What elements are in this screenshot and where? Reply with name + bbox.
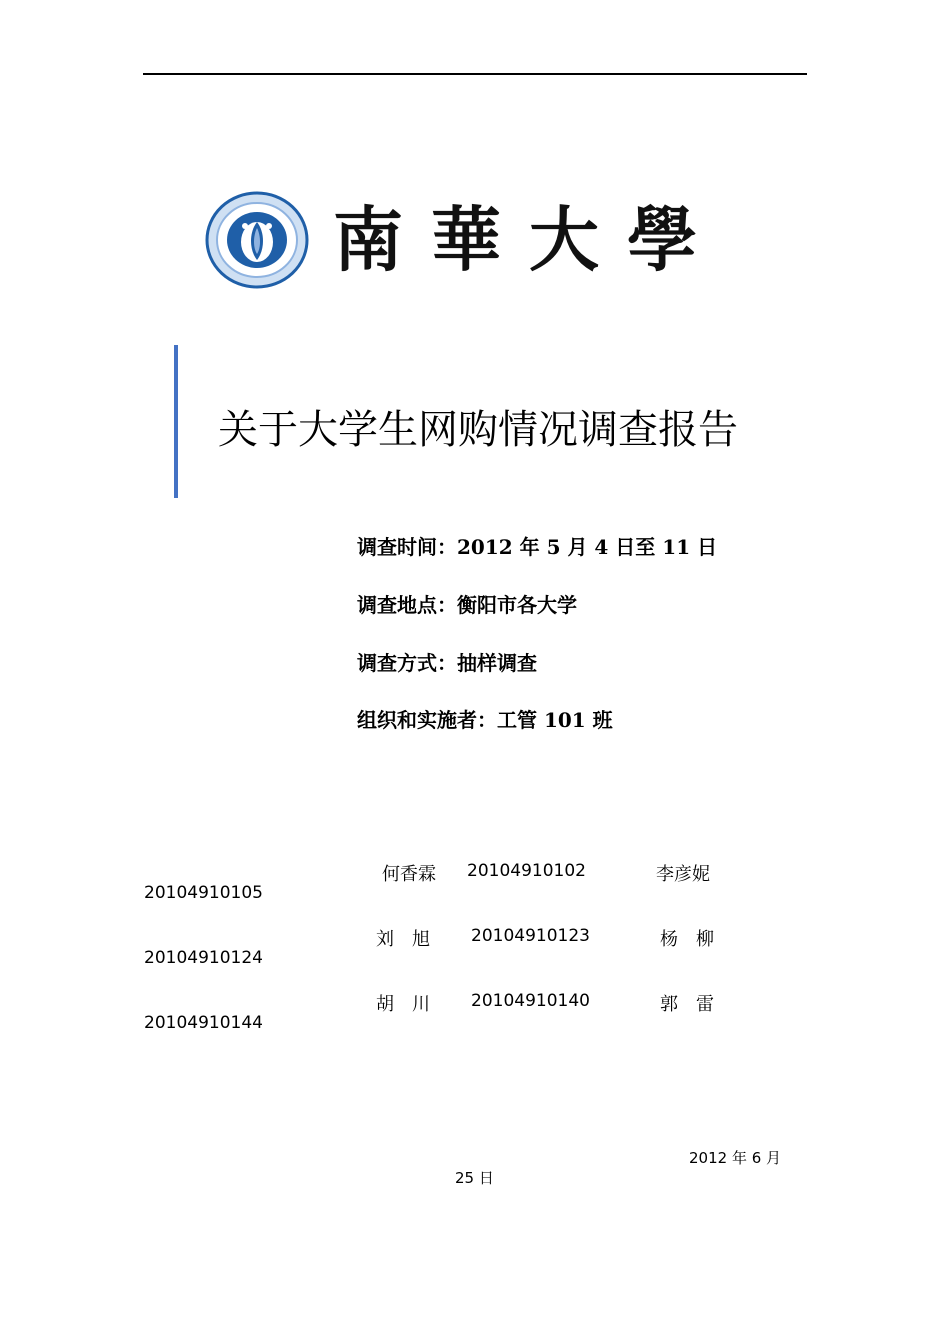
survey-time-label: 调查时间： [357,535,457,559]
survey-organizer-label: 组织和实施者： [357,708,497,732]
member-id: 20104910123 [471,926,590,946]
report-date-line1: 2012 年 6 月 [689,1149,782,1167]
survey-method-value: 抽样调查 [457,651,537,675]
title-accent-bar [174,345,178,498]
header-rule [143,73,807,75]
member-name: 胡 川 [376,994,430,1015]
member-name: 杨 柳 [660,929,714,950]
survey-location-label: 调查地点： [357,593,457,617]
member-id: 20104910105 [144,883,263,903]
member-name: 郭 雷 [660,994,714,1015]
member-id: 20104910102 [467,861,586,881]
university-seal-icon [205,190,310,290]
member-name: 何香霖 [382,864,436,885]
survey-organizer-value: 工管 101 班 [497,708,613,732]
member-name: 李彦妮 [656,864,710,885]
survey-time [357,531,717,560]
university-name-logo: 南華大學 [333,198,725,281]
survey-method [357,647,537,676]
report-date-line2: 25 日 [455,1169,494,1187]
survey-organizer [357,704,613,733]
member-id: 20104910140 [471,991,590,1011]
survey-time-value: 2012 年 5 月 4 日至 11 日 [457,535,718,559]
member-name: 刘 旭 [376,929,430,950]
survey-location-value: 衡阳市各大学 [457,593,577,617]
member-id: 20104910124 [144,948,263,968]
survey-location [357,589,577,618]
report-title: 关于大学生网购情况调查报告 [218,407,738,453]
university-logo [205,190,725,290]
survey-method-label: 调查方式： [357,651,457,675]
member-id: 20104910144 [144,1013,263,1033]
